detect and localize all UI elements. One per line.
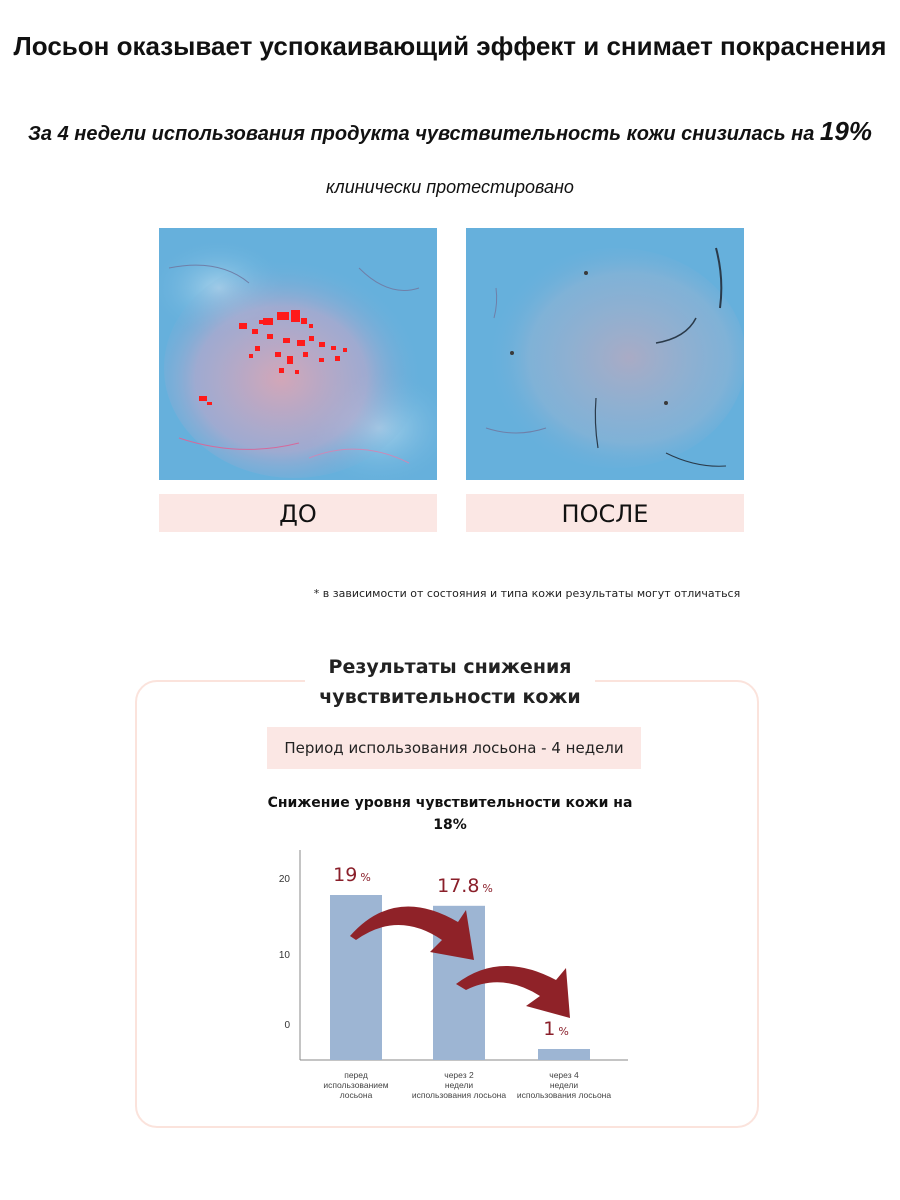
- y-tick-label: 0: [284, 1020, 290, 1031]
- x-category-label: перед использованием лосьона: [323, 1070, 389, 1100]
- headline: Лосьон оказывает успокаивающий эффект и снимает покраснения: [13, 31, 887, 61]
- before-label: ДО: [159, 494, 437, 532]
- bar-value-label: 17.8 %: [437, 874, 493, 897]
- bar-chart: [270, 840, 650, 1110]
- before-photo: [159, 228, 437, 480]
- claim-text-body: За 4 недели использования продукта чувствительность кожи снизилась на: [28, 123, 815, 145]
- disclaimer-text: * в зависимости от состояния и типа кожи результаты могут отличаться: [313, 587, 741, 600]
- y-tick-label: 10: [278, 950, 290, 961]
- usage-period: Период использования лосьона - 4 недели: [267, 727, 641, 769]
- x-category-label: через 4 недели использования лосьона: [516, 1070, 612, 1100]
- after-label: ПОСЛЕ: [466, 494, 744, 532]
- disclaimer: [0, 587, 900, 600]
- claim-value: 19%: [819, 116, 872, 146]
- bar: [538, 1049, 590, 1060]
- x-category-label: через 2 недели использования лосьона: [411, 1070, 507, 1100]
- chart-title: Снижение уровня чувствительности кожи на 18%: [267, 795, 633, 833]
- claim-text: [0, 118, 900, 147]
- claim-note: клинически протестировано: [326, 177, 574, 197]
- y-tick-label: 20: [278, 874, 290, 885]
- results-title: Результаты снижения чувствительности кожи: [305, 652, 595, 712]
- bar-value-label: 19 %: [333, 864, 371, 886]
- after-photo: [466, 228, 744, 480]
- bar-value-label: 1 %: [543, 1018, 569, 1040]
